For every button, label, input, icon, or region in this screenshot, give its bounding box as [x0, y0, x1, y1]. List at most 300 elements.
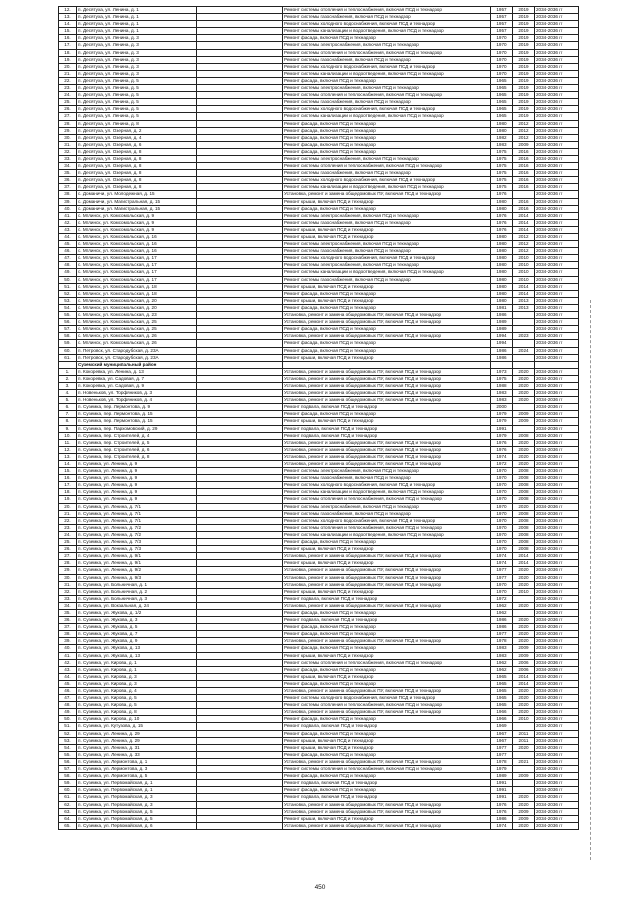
work-type-cell: Ремонт фасада, включая ПСД и технадзор	[283, 304, 491, 311]
row-number: 43.	[59, 666, 77, 673]
built-year-cell: 1965	[491, 673, 513, 680]
address-cell: с. Мглинск, ул. Комсомольская, д. 18	[77, 283, 197, 290]
address-cell: п. Десятуха, ул. Ленина, д. 5	[77, 85, 197, 92]
planned-period-cell: 2034-2036 гг	[535, 269, 579, 276]
address-cell: п. Суземка, ул. Ленина, д. 7/2	[77, 531, 197, 538]
page-number: 450	[314, 884, 326, 891]
blank-cell	[197, 70, 283, 77]
row-number: 33.	[59, 155, 77, 162]
last-repair-year-cell: 2019	[513, 113, 535, 120]
blank-cell	[197, 368, 283, 375]
work-type-cell: Ремонт подвала, включая ПСД и технадзор	[283, 425, 491, 432]
table-row	[59, 241, 579, 248]
planned-period-cell: 2034-2036 гг	[535, 439, 579, 446]
address-cell: п. Суземка, ул. Кирова, д. 1	[77, 666, 197, 673]
table-row	[59, 326, 579, 333]
work-type-cell: Установка, ремонт и замена общедомовых ПУ, включая ПСД и технадзор	[283, 602, 491, 609]
row-number: 49.	[59, 709, 77, 716]
address-cell: с. Мглинск, ул. Комсомольская, д. 25	[77, 319, 197, 326]
built-year-cell: 1994	[491, 340, 513, 347]
blank-cell	[197, 574, 283, 581]
blank-cell	[197, 276, 283, 283]
built-year-cell: 1976	[491, 439, 513, 446]
table-row	[59, 446, 579, 453]
work-type-cell: Ремонт системы электроснабжения, включая ПСД и технадзор	[283, 212, 491, 219]
built-year-cell: 1994	[491, 333, 513, 340]
row-number: 54.	[59, 744, 77, 751]
work-type-cell: Ремонт крыши, включая ПСД и технадзор	[283, 815, 491, 822]
row-number: 41.	[59, 652, 77, 659]
address-cell: п. Петровск, ул. Стародубская, д. 23А	[77, 347, 197, 354]
last-repair-year-cell: 2024	[513, 347, 535, 354]
built-year-cell: 1970	[491, 489, 513, 496]
blank-cell	[197, 503, 283, 510]
built-year-cell: 1975	[491, 170, 513, 177]
planned-period-cell	[535, 361, 579, 368]
document-page	[58, 6, 578, 830]
work-type-cell: Ремонт системы газоснабжения, включая ПСД и технадзор	[283, 99, 491, 106]
table-row	[59, 77, 579, 84]
built-year-cell: 1965	[491, 695, 513, 702]
last-repair-year-cell: 2020	[513, 567, 535, 574]
row-number: 64.	[59, 815, 77, 822]
table-row	[59, 588, 579, 595]
table-row	[59, 319, 579, 326]
work-type-cell: Ремонт системы электроснабжения, включая ПСД и технадзор	[283, 262, 491, 269]
row-number: 53.	[59, 297, 77, 304]
address-cell: п. Десятуха, ул. Озерная, д. 8	[77, 148, 197, 155]
last-repair-year-cell: 2016	[513, 148, 535, 155]
address-cell: п. Десятуха, ул. Ленина, д. 3	[77, 35, 197, 42]
planned-period-cell: 2034-2036 гг	[535, 517, 579, 524]
row-number: 30.	[59, 134, 77, 141]
address-cell: п. Суземка, ул. Ленина, д. 7/2	[77, 524, 197, 531]
work-type-cell: Ремонт фасада, включая ПСД и технадзор	[283, 773, 491, 780]
blank-cell	[197, 553, 283, 560]
address-cell: п. Суземка, ул. Первомайская, д. 3	[77, 801, 197, 808]
table-row	[59, 170, 579, 177]
last-repair-year-cell: 2020	[513, 461, 535, 468]
last-repair-year-cell: 2019	[513, 99, 535, 106]
work-type-cell: Ремонт фасада, включая ПСД и технадзор	[283, 751, 491, 758]
built-year-cell: 1980	[491, 120, 513, 127]
built-year-cell: 1983	[491, 645, 513, 652]
work-type-cell: Ремонт системы отопления и теплоснабжения, включая ПСД и технадзор	[283, 659, 491, 666]
blank-cell	[197, 567, 283, 574]
planned-period-cell: 2034-2036 гг	[535, 588, 579, 595]
planned-period-cell: 2034-2036 гг	[535, 730, 579, 737]
row-number: 53.	[59, 737, 77, 744]
blank-cell	[197, 680, 283, 687]
address-cell: п. Суземка, ул. Больничная, д. 1	[77, 581, 197, 588]
planned-period-cell: 2034-2036 гг	[535, 297, 579, 304]
work-type-cell: Ремонт системы холодного водоснабжения, включая ПСД и технадзор	[283, 106, 491, 113]
planned-period-cell: 2034-2036 гг	[535, 163, 579, 170]
table-row	[59, 801, 579, 808]
address-cell: п. Десятуха, ул. Озерная, д. 8	[77, 177, 197, 184]
table-row	[59, 709, 579, 716]
planned-period-cell: 2034-2036 гг	[535, 652, 579, 659]
planned-period-cell: 2034-2036 гг	[535, 475, 579, 482]
table-row	[59, 815, 579, 822]
row-number: 3.	[59, 382, 77, 389]
built-year-cell: 1974	[491, 822, 513, 829]
last-repair-year-cell: 2009	[513, 815, 535, 822]
address-cell: п. Кокоревка, ул. Садовая, д. 7	[77, 375, 197, 382]
row-number: 17.	[59, 482, 77, 489]
planned-period-cell: 2034-2036 гг	[535, 390, 579, 397]
work-type-cell: Ремонт фасада, включая ПСД и технадзор	[283, 787, 491, 794]
work-type-cell: Ремонт фасада, включая ПСД и технадзор	[283, 666, 491, 673]
planned-period-cell: 2034-2036 гг	[535, 425, 579, 432]
planned-period-cell: 2034-2036 гг	[535, 595, 579, 602]
work-type-cell: Ремонт системы канализации и водоотведения, включая ПСД и технадзор	[283, 531, 491, 538]
row-number: 45.	[59, 241, 77, 248]
last-repair-year-cell: 2019	[513, 77, 535, 84]
table-row	[59, 659, 579, 666]
last-repair-year-cell: 2019	[513, 85, 535, 92]
address-cell: п. Суземка, ул. Кирова, д. 8	[77, 709, 197, 716]
work-type-cell: Ремонт системы канализации и водоотведения, включая ПСД и технадзор	[283, 269, 491, 276]
work-type-cell: Ремонт крыши, включая ПСД и технадзор	[283, 354, 491, 361]
work-type-cell: Установка, ремонт и замена общедомовых ПУ, включая ПСД и технадзор	[283, 758, 491, 765]
built-year-cell: 1975	[491, 375, 513, 382]
work-type-cell: Ремонт системы газоснабжения, включая ПСД и технадзор	[283, 475, 491, 482]
built-year-cell: 1974	[491, 453, 513, 460]
row-number: 63.	[59, 808, 77, 815]
table-row	[59, 7, 579, 14]
address-cell: п. Суземка, ул. Жукова, д. 7	[77, 631, 197, 638]
work-type-cell: Ремонт системы электроснабжения, включая ПСД и технадзор	[283, 155, 491, 162]
built-year-cell: 1975	[491, 148, 513, 155]
blank-cell	[197, 361, 283, 368]
address-cell: п. Суземка, ул. Жукова, д. 5	[77, 624, 197, 631]
last-repair-year-cell: 2019	[513, 7, 535, 14]
address-cell: с. Мглинск, ул. Комсомольская, д. 26	[77, 333, 197, 340]
blank-cell	[197, 248, 283, 255]
built-year-cell: 1980	[491, 276, 513, 283]
table-row	[59, 28, 579, 35]
planned-period-cell: 2034-2036 гг	[535, 106, 579, 113]
built-year-cell: 1970	[491, 496, 513, 503]
row-number: 48.	[59, 702, 77, 709]
blank-cell	[197, 645, 283, 652]
built-year-cell: 1966	[491, 709, 513, 716]
table-row	[59, 702, 579, 709]
address-cell: п. Суземка, ул. Ленина, д. 9	[77, 489, 197, 496]
row-number: 23.	[59, 524, 77, 531]
address-cell: п. Суземка, ул. Ленина, д. 9	[77, 461, 197, 468]
last-repair-year-cell: 2010	[513, 255, 535, 262]
built-year-cell: 1976	[491, 219, 513, 226]
work-type-cell: Ремонт фасада, включая ПСД и технадзор	[283, 716, 491, 723]
work-type-cell: Ремонт крыши, включая ПСД и технадзор	[283, 546, 491, 553]
work-type-cell: Установка, ремонт и замена общедомовых ПУ, включая ПСД и технадзор	[283, 312, 491, 319]
table-row	[59, 666, 579, 673]
table-row	[59, 354, 579, 361]
last-repair-year-cell: 2009	[513, 808, 535, 815]
row-number: 26.	[59, 106, 77, 113]
table-row	[59, 624, 579, 631]
table-row	[59, 744, 579, 751]
address-cell: п. Десятуха, ул. Озерная, д. 8	[77, 163, 197, 170]
built-year-cell: 1979	[491, 411, 513, 418]
address-cell: п. Суземка, ул. Кирова, д. 10	[77, 716, 197, 723]
blank-cell	[197, 141, 283, 148]
last-repair-year-cell: 2016	[513, 163, 535, 170]
blank-cell	[197, 290, 283, 297]
built-year-cell: 1957	[491, 7, 513, 14]
planned-period-cell: 2034-2036 гг	[535, 787, 579, 794]
address-cell: п. Суземка, ул. Кирова, д. 3	[77, 680, 197, 687]
table-row	[59, 652, 579, 659]
row-number: 35.	[59, 170, 77, 177]
address-cell: п. Суземка, ул. Ленина, д. 31	[77, 744, 197, 751]
last-repair-year-cell: 2020	[513, 631, 535, 638]
work-type-cell: Ремонт системы газоснабжения, включая ПСД и технадзор	[283, 219, 491, 226]
address-cell: п. Суземка, ул. Ленина, д. 9	[77, 475, 197, 482]
table-row	[59, 184, 579, 191]
row-number: 47.	[59, 255, 77, 262]
blank-cell	[197, 815, 283, 822]
last-repair-year-cell: 2020	[513, 453, 535, 460]
row-number: 34.	[59, 163, 77, 170]
planned-period-cell: 2034-2036 гг	[535, 177, 579, 184]
blank-cell	[197, 134, 283, 141]
work-type-cell: Установка, ремонт и замена общедомовых ПУ, включая ПСД и технадзор	[283, 553, 491, 560]
address-cell: п. Десятуха, ул. Ленина, д. 1	[77, 28, 197, 35]
table-row	[59, 411, 579, 418]
row-number: 13.	[59, 14, 77, 21]
row-number: 52.	[59, 730, 77, 737]
blank-cell	[197, 262, 283, 269]
work-type-cell: Ремонт крыши, включая ПСД и технадзор	[283, 418, 491, 425]
last-repair-year-cell: 2020	[513, 439, 535, 446]
built-year-cell: 1965	[491, 99, 513, 106]
built-year-cell: 1980	[491, 205, 513, 212]
blank-cell	[197, 822, 283, 829]
last-repair-year-cell	[513, 354, 535, 361]
work-type-cell: Ремонт подвала, включая ПСД и технадзор	[283, 617, 491, 624]
work-type-cell: Установка, ремонт и замена общедомовых ПУ, включая ПСД и технадзор	[283, 319, 491, 326]
planned-period-cell: 2034-2036 гг	[535, 205, 579, 212]
last-repair-year-cell: 2020	[513, 744, 535, 751]
address-cell: п. Десятуха, ул. Ленина, д. 5	[77, 99, 197, 106]
built-year-cell: 1965	[491, 113, 513, 120]
last-repair-year-cell: 2020	[513, 446, 535, 453]
work-type-cell	[283, 361, 491, 368]
table-row	[59, 510, 579, 517]
planned-period-cell: 2034-2036 гг	[535, 234, 579, 241]
blank-cell	[197, 390, 283, 397]
blank-cell	[197, 475, 283, 482]
built-year-cell: 1975	[491, 177, 513, 184]
address-cell: п. Суземка, ул. Ленина, д. 7/1	[77, 510, 197, 517]
blank-cell	[197, 340, 283, 347]
row-number: 36.	[59, 617, 77, 624]
address-cell: п. Суземка, ул. Лермонтова, д. 3	[77, 766, 197, 773]
row-number: 60.	[59, 347, 77, 354]
table-row	[59, 418, 579, 425]
built-year-cell: 1965	[491, 680, 513, 687]
table-row	[59, 56, 579, 63]
built-year-cell: 1983	[491, 390, 513, 397]
table-row	[59, 106, 579, 113]
work-type-cell: Ремонт подвала, включая ПСД и технадзор	[283, 432, 491, 439]
work-type-cell: Ремонт системы электроснабжения, включая ПСД и технадзор	[283, 42, 491, 49]
blank-cell	[197, 382, 283, 389]
built-year-cell: 1957	[491, 21, 513, 28]
last-repair-year-cell: 2012	[513, 248, 535, 255]
table-row	[59, 255, 579, 262]
row-number: 42.	[59, 219, 77, 226]
planned-period-cell: 2034-2036 гг	[535, 695, 579, 702]
planned-period-cell: 2034-2036 гг	[535, 709, 579, 716]
table-row	[59, 602, 579, 609]
row-number: 6.	[59, 404, 77, 411]
blank-cell	[197, 517, 283, 524]
work-type-cell: Ремонт фасада, включая ПСД и технадзор	[283, 290, 491, 297]
table-row	[59, 297, 579, 304]
address-cell: п. Суземка, ул. Кутузова, д. 15	[77, 723, 197, 730]
built-year-cell: 1986	[491, 624, 513, 631]
built-year-cell: 1986	[491, 617, 513, 624]
table-row	[59, 397, 579, 404]
built-year-cell: 1986	[491, 312, 513, 319]
blank-cell	[197, 496, 283, 503]
built-year-cell: 1970	[491, 531, 513, 538]
table-row	[59, 524, 579, 531]
row-number: 31.	[59, 141, 77, 148]
work-type-cell: Установка, ремонт и замена общедомовых ПУ, включая ПСД и технадзор	[283, 375, 491, 382]
last-repair-year-cell: 2008	[513, 496, 535, 503]
row-number: 18.	[59, 49, 77, 56]
blank-cell	[197, 269, 283, 276]
work-type-cell: Установка, ремонт и замена общедомовых ПУ, включая ПСД и технадзор	[283, 390, 491, 397]
address-cell: п. Десятуха, ул. Озерная, д. 8	[77, 184, 197, 191]
built-year-cell: 1970	[491, 546, 513, 553]
planned-period-cell: 2034-2036 гг	[535, 666, 579, 673]
last-repair-year-cell: 2020	[513, 822, 535, 829]
table-row	[59, 226, 579, 233]
address-cell: с. Доманичи, ул. Магистральная, д. 15	[77, 198, 197, 205]
blank-cell	[197, 170, 283, 177]
work-type-cell: Ремонт подвала, включая ПСД и технадзор	[283, 723, 491, 730]
last-repair-year-cell	[513, 780, 535, 787]
planned-period-cell: 2034-2036 гг	[535, 155, 579, 162]
work-type-cell: Ремонт системы отопления и теплоснабжения, включая ПСД и технадзор	[283, 7, 491, 14]
last-repair-year-cell: 2016	[513, 205, 535, 212]
address-cell: п. Суземка, ул. Первомайская, д. 1	[77, 780, 197, 787]
built-year-cell: 1980	[491, 248, 513, 255]
address-cell: п. Суземка, ул. Первомайская, д. 1	[77, 787, 197, 794]
address-cell: п. Суземка, пер. Лермонтова, д. 15	[77, 418, 197, 425]
work-type-cell: Ремонт подвала, включая ПСД и технадзор	[283, 404, 491, 411]
address-cell: п. Суземка, ул. Кирова, д. 3	[77, 673, 197, 680]
blank-cell	[197, 489, 283, 496]
table-row	[59, 248, 579, 255]
address-cell: п. Суземка, ул. Ленина, д. 9	[77, 496, 197, 503]
address-cell: п. Суземка, пер. Строителей, д. 5	[77, 439, 197, 446]
row-number: 40.	[59, 645, 77, 652]
built-year-cell: 1980	[491, 127, 513, 134]
planned-period-cell: 2034-2036 гг	[535, 716, 579, 723]
blank-cell	[197, 794, 283, 801]
built-year-cell: 1974	[491, 560, 513, 567]
last-repair-year-cell	[513, 751, 535, 758]
last-repair-year-cell: 2012	[513, 127, 535, 134]
last-repair-year-cell	[513, 404, 535, 411]
address-cell: п. Суземка, ул. Ленина, д. 9/3	[77, 574, 197, 581]
table-row	[59, 141, 579, 148]
table-row	[59, 21, 579, 28]
planned-period-cell: 2034-2036 гг	[535, 241, 579, 248]
built-year-cell: 1972	[491, 461, 513, 468]
last-repair-year-cell: 2020	[513, 801, 535, 808]
blank-cell	[197, 212, 283, 219]
planned-period-cell: 2034-2036 гг	[535, 631, 579, 638]
row-number: 55.	[59, 312, 77, 319]
planned-period-cell: 2034-2036 гг	[535, 375, 579, 382]
address-cell: п. Суземка, ул. Ленина, д. 7/1	[77, 503, 197, 510]
last-repair-year-cell: 2008	[513, 524, 535, 531]
table-row	[59, 163, 579, 170]
row-number: 56.	[59, 319, 77, 326]
blank-cell	[197, 709, 283, 716]
table-row	[59, 35, 579, 42]
table-row	[59, 673, 579, 680]
last-repair-year-cell: 2008	[513, 539, 535, 546]
row-number: 38.	[59, 191, 77, 198]
last-repair-year-cell: 2008	[513, 468, 535, 475]
planned-period-cell: 2034-2036 гг	[535, 617, 579, 624]
blank-cell	[197, 418, 283, 425]
table-row	[59, 205, 579, 212]
blank-cell	[197, 638, 283, 645]
last-repair-year-cell: 2020	[513, 368, 535, 375]
table-row	[59, 723, 579, 730]
built-year-cell: 1970	[491, 588, 513, 595]
row-number: 2.	[59, 375, 77, 382]
table-row	[59, 737, 579, 744]
table-row	[59, 503, 579, 510]
address-cell: п. Суземка, ул. Ленина, д. 33	[77, 751, 197, 758]
blank-cell	[197, 766, 283, 773]
work-type-cell: Ремонт системы отопления и теплоснабжения, включая ПСД и технадзор	[283, 163, 491, 170]
table-row	[59, 155, 579, 162]
built-year-cell: 1978	[491, 758, 513, 765]
row-number: 27.	[59, 113, 77, 120]
address-cell: с. Мглинск, ул. Комсомольская, д. 9	[77, 212, 197, 219]
built-year-cell: 1989	[491, 773, 513, 780]
work-type-cell: Ремонт системы газоснабжения, включая ПСД и технадзор	[283, 510, 491, 517]
blank-cell	[197, 425, 283, 432]
last-repair-year-cell: 2020	[513, 382, 535, 389]
row-number: 15.	[59, 28, 77, 35]
planned-period-cell: 2034-2036 гг	[535, 737, 579, 744]
blank-cell	[197, 113, 283, 120]
table-row	[59, 489, 579, 496]
built-year-cell: 1970	[491, 503, 513, 510]
work-type-cell: Ремонт фасада, включая ПСД и технадзор	[283, 347, 491, 354]
last-repair-year-cell: 2011	[513, 730, 535, 737]
last-repair-year-cell: 2010	[513, 716, 535, 723]
work-type-cell: Ремонт системы электроснабжения, включая ПСД и технадзор	[283, 241, 491, 248]
row-number: 27.	[59, 553, 77, 560]
work-type-cell: Ремонт крыши, включая ПСД и технадзор	[283, 234, 491, 241]
table-row	[59, 730, 579, 737]
address-cell: п. Петровск, ул. Стародубская, д. 23А	[77, 354, 197, 361]
